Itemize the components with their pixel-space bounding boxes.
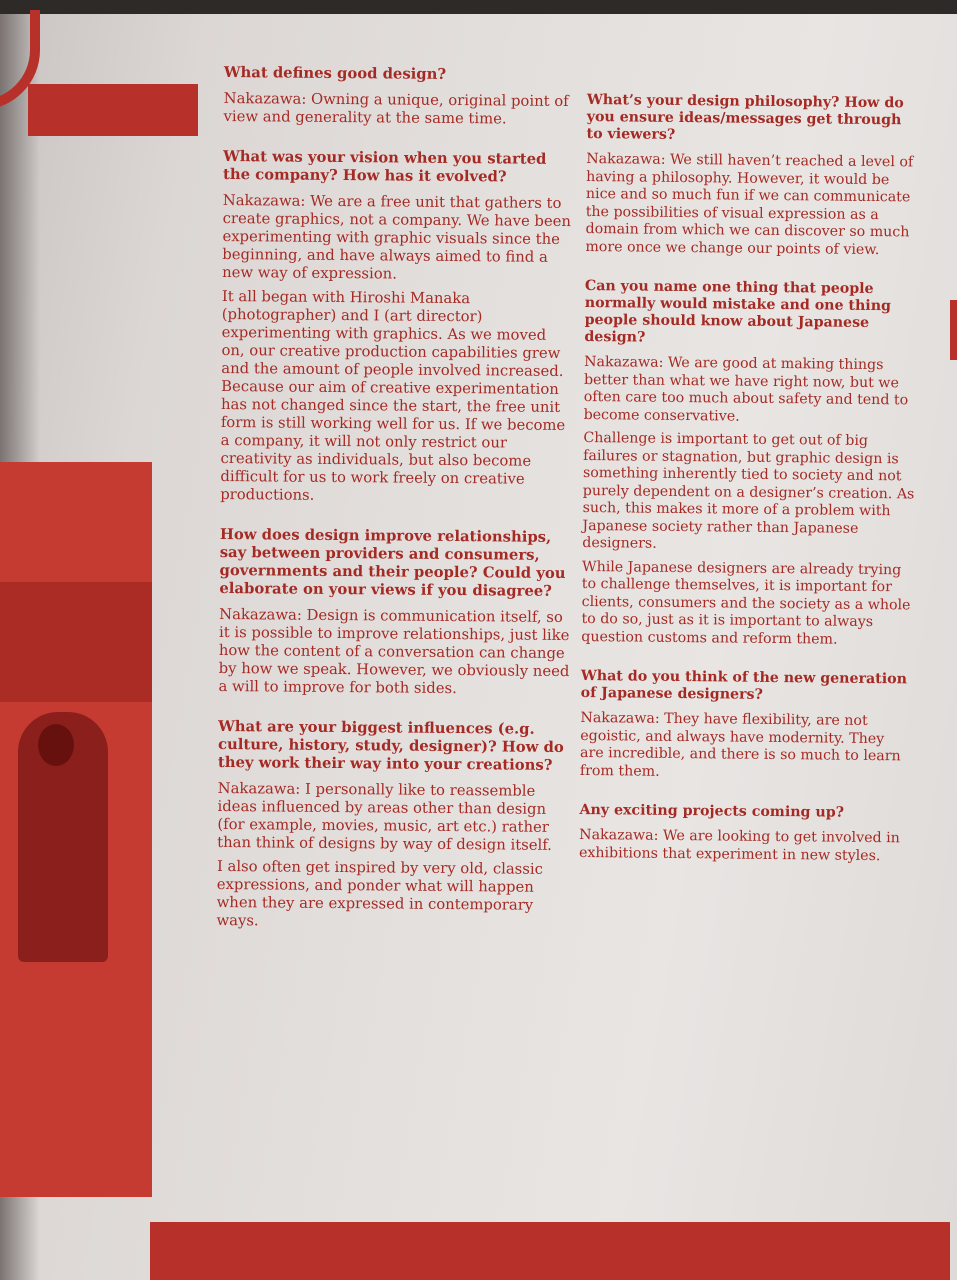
qa-section <box>585 92 919 259</box>
answer: It all began with Hiroshi Manaka (photographer) and I (art director) experimenting with graphics. As we moved on, our creative production capabilities grew and the amount of people involved increased. Because our aim of creative experimentation has not changed since the start, the free unit form is still working well for us. If we become a company, it will not only restrict our creativity as individuals, but also become difficult for us to work freely on creative productions. <box>220 287 566 504</box>
question: Can you name one thing that people normally would mistake and one thing people should know about Japanese design? <box>584 277 892 346</box>
answer: Challenge is important to get out of big failures or stagnation, but graphic design is something inherently tied to society and not purely dependent on a designer’s creation. As such, this makes it more of a problem with Japanese society rather than Japanese designers. <box>582 429 915 552</box>
question: What are your biggest influences (e.g. culture, history, study, designer)? How do they work their way into your creations? <box>217 717 564 774</box>
question: Any exciting projects coming up? <box>579 801 845 821</box>
portrait-photo <box>0 462 152 1197</box>
answer: Nakazawa: We are good at making things better than what we have right now, but we often care too much about safety and tend to become conservative. <box>583 353 909 425</box>
qa-section <box>579 802 912 865</box>
photo-person <box>18 712 108 962</box>
question: What defines good design? <box>223 64 447 83</box>
background-edge <box>0 0 957 14</box>
qa-section <box>216 718 570 933</box>
answer: Nakazawa: Owning a unique, original point of view and generality at the same time. <box>223 89 569 128</box>
answer: Nakazawa: Design is communication itself, so it is possible to improve relationships, just like how the content of a conversation can change by how we speak. However, we obviously need a will to improve for both sides. <box>218 605 570 698</box>
qa-section <box>218 526 571 699</box>
qa-section <box>220 148 575 507</box>
question: What was your vision when you started the company? How has it evolved? <box>222 147 547 186</box>
answer: Nakazawa: We are looking to get involved in exhibitions that experiment in new styles. <box>578 826 900 864</box>
question: What do you think of the new generation of Japanese designers? <box>580 667 908 703</box>
photo-shade <box>0 582 152 702</box>
answer: Nakazawa: We still haven’t reached a level of having a philosophy. However, it would be nice and so much fun if we can communicate the possibilities of visual expression as a domain from which we can discover so much more once we change our points of view. <box>585 150 914 258</box>
decorative-red-edge <box>950 300 957 360</box>
answer: Nakazawa: They have flexibility, are not egoistic, and always have modernity. They are incredible, and there is so much to learn from them. <box>579 709 901 780</box>
qa-section <box>580 668 913 783</box>
question: What’s your design philosophy? How do you ensure ideas/messages get through to viewers? <box>586 92 904 143</box>
answer: Nakazawa: We are a free unit that gathers to create graphics, not a company. We have been experimenting with graphic visuals since the beginning, and have always aimed to find a new way of expression. <box>222 191 572 283</box>
answer: While Japanese designers are already trying to challenge themselves, it is important for clients, consumers and the society as a whole to do so, just as it is important to always question customs and reform them. <box>581 558 911 648</box>
right-column <box>579 92 919 887</box>
qa-section <box>223 64 576 129</box>
decorative-red-band-bottom <box>150 1222 950 1280</box>
left-column <box>216 64 576 955</box>
answer: Nakazawa: I personally like to reassemble ideas influenced by areas other than design (for example, movies, music, art etc.) rather than think of designs by way of design itself. <box>217 779 553 854</box>
question: How does design improve relationships, say between providers and consumers, governments and their people? Could you elaborate on your views if you disagree? <box>219 525 566 600</box>
answer: I also often get inspired by very old, classic expressions, and ponder what will happen when they are expressed in contemporary ways. <box>216 857 543 930</box>
decorative-red-band-top <box>28 84 198 136</box>
qa-section <box>581 278 917 649</box>
